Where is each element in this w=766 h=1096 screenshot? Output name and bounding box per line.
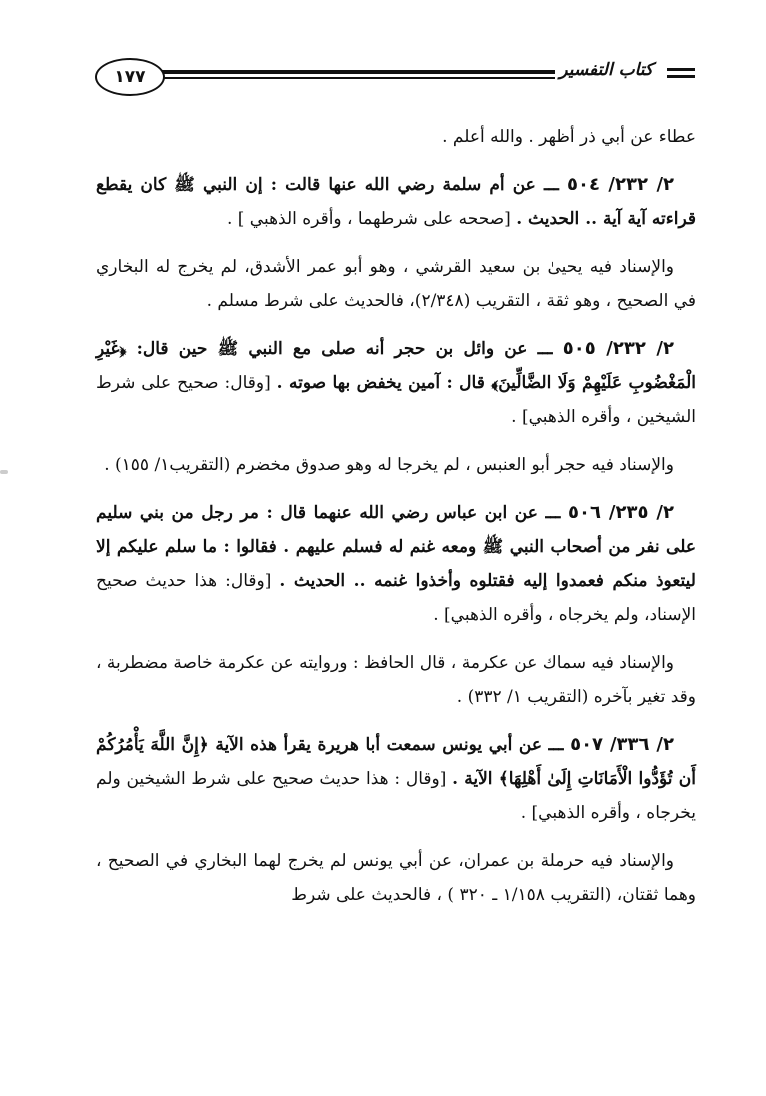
hadith-verdict: [وقال : هذا حديث صحيح على شرط الشيخين ولم يخرجاه ، وأقره الذهبي] . [96,769,696,823]
page-header [95,58,695,98]
hadith-dash: ـــ [535,175,567,195]
hadith-verdict: [وقال: هذا حديث صحيح الإسناد، ولم يخرجاه ، وأقره الذهبي] . [96,571,696,625]
commentary-506 [96,646,696,714]
header-rule [155,70,615,79]
page-number: ١٧٧ [95,58,165,96]
hadith-504 [96,168,696,236]
hadith-dash: ـــ [541,735,571,755]
continuation-paragraph [96,120,696,154]
running-title: كتاب التفسير [555,60,657,80]
paragraph-text: عطاء عن أبي ذر أظهر . والله أعلم . [442,127,696,147]
paragraph-text: والإسناد فيه حجر أبو العنبس ، لم يخرجا له وهو صدوق مخضرم (التقريب١/ ١٥٥) . [104,455,674,475]
hadith-505 [96,332,696,434]
header-ornament [667,68,695,82]
scan-speck [0,470,8,474]
hadith-dash: ـــ [527,339,563,359]
hadith-number: ٢/ ٢٣٢/ ٥٠٤ [567,174,675,195]
commentary-504 [96,250,696,318]
hadith-number: ٢/ ٢٣٢/ ٥٠٥ [562,338,675,359]
hadith-dash: ـــ [537,503,568,523]
hadith-text: عن أم سلمة رضي الله عنها قالت : إن النبي ﷺ كان يقطع قراءته آية آية .. الحديث . [96,175,696,229]
paragraph-text: والإسناد فيه يحيىٰ بن سعيد القرشي ، وهو أبو عمر الأشدق، لم يخرج له البخاري في الصحيح ، وهو ثقة ، التقريب (٢/٣٤٨)، فالحديث على شرط مسلم . [96,257,696,311]
hadith-number: ٢/ ٢٣٥/ ٥٠٦ [568,502,674,523]
commentary-507 [96,844,696,912]
hadith-text: عن أبي يونس سمعت أبا هريرة يقرأ هذه الآية ﴿إِنَّ اللَّهَ يَأْمُرُكُمْ أَن تُؤَدُّوا الْأَمَانَاتِ إِلَىٰ أَهْلِهَا﴾ الآية . [96,735,697,789]
hadith-verdict: [وقال: صحيح على شرط الشيخين ، وأقره الذهبي] . [96,373,696,427]
hadith-506 [96,496,696,632]
page-body [96,120,696,926]
hadith-verdict: [صححه على شرطهما ، وأقره الذهبي ] . [226,209,517,229]
hadith-507 [96,728,696,830]
paragraph-text: والإسناد فيه حرملة بن عمران، عن أبي يونس لم يخرج لهما البخاري في الصحيح ، وهما ثقتان، (التقريب ١/١٥٨ ـ ٣٢٠ ) ، فالحديث على شرط [96,851,696,905]
hadith-number: ٢/ ٣٣٦/ ٥٠٧ [570,734,675,755]
hadith-text: عن ابن عباس رضي الله عنهما قال : مر رجل من بني سليم على نفر من أصحاب النبي ﷺ ومعه غنم له فسلم عليهم . فقالوا : ما سلم عليكم إلا ليتعوذ منكم فعمدوا إليه فقتلوه وأخذوا غنمه .. الحديث . [96,503,696,591]
paragraph-text: والإسناد فيه سماك عن عكرمة ، قال الحافظ : وروايته عن عكرمة خاصة مضطربة ، وقد تغير بآخره (التقريب ١/ ٣٣٢) . [96,653,696,707]
commentary-505 [96,448,696,482]
hadith-text: عن وائل بن حجر أنه صلى مع النبي ﷺ حين قال: ﴿غَيْرِ الْمَغْضُوبِ عَلَيْهِمْ وَلَا الضَّالِّينَ﴾ قال : آمين يخفض بها صوته . [96,339,696,393]
